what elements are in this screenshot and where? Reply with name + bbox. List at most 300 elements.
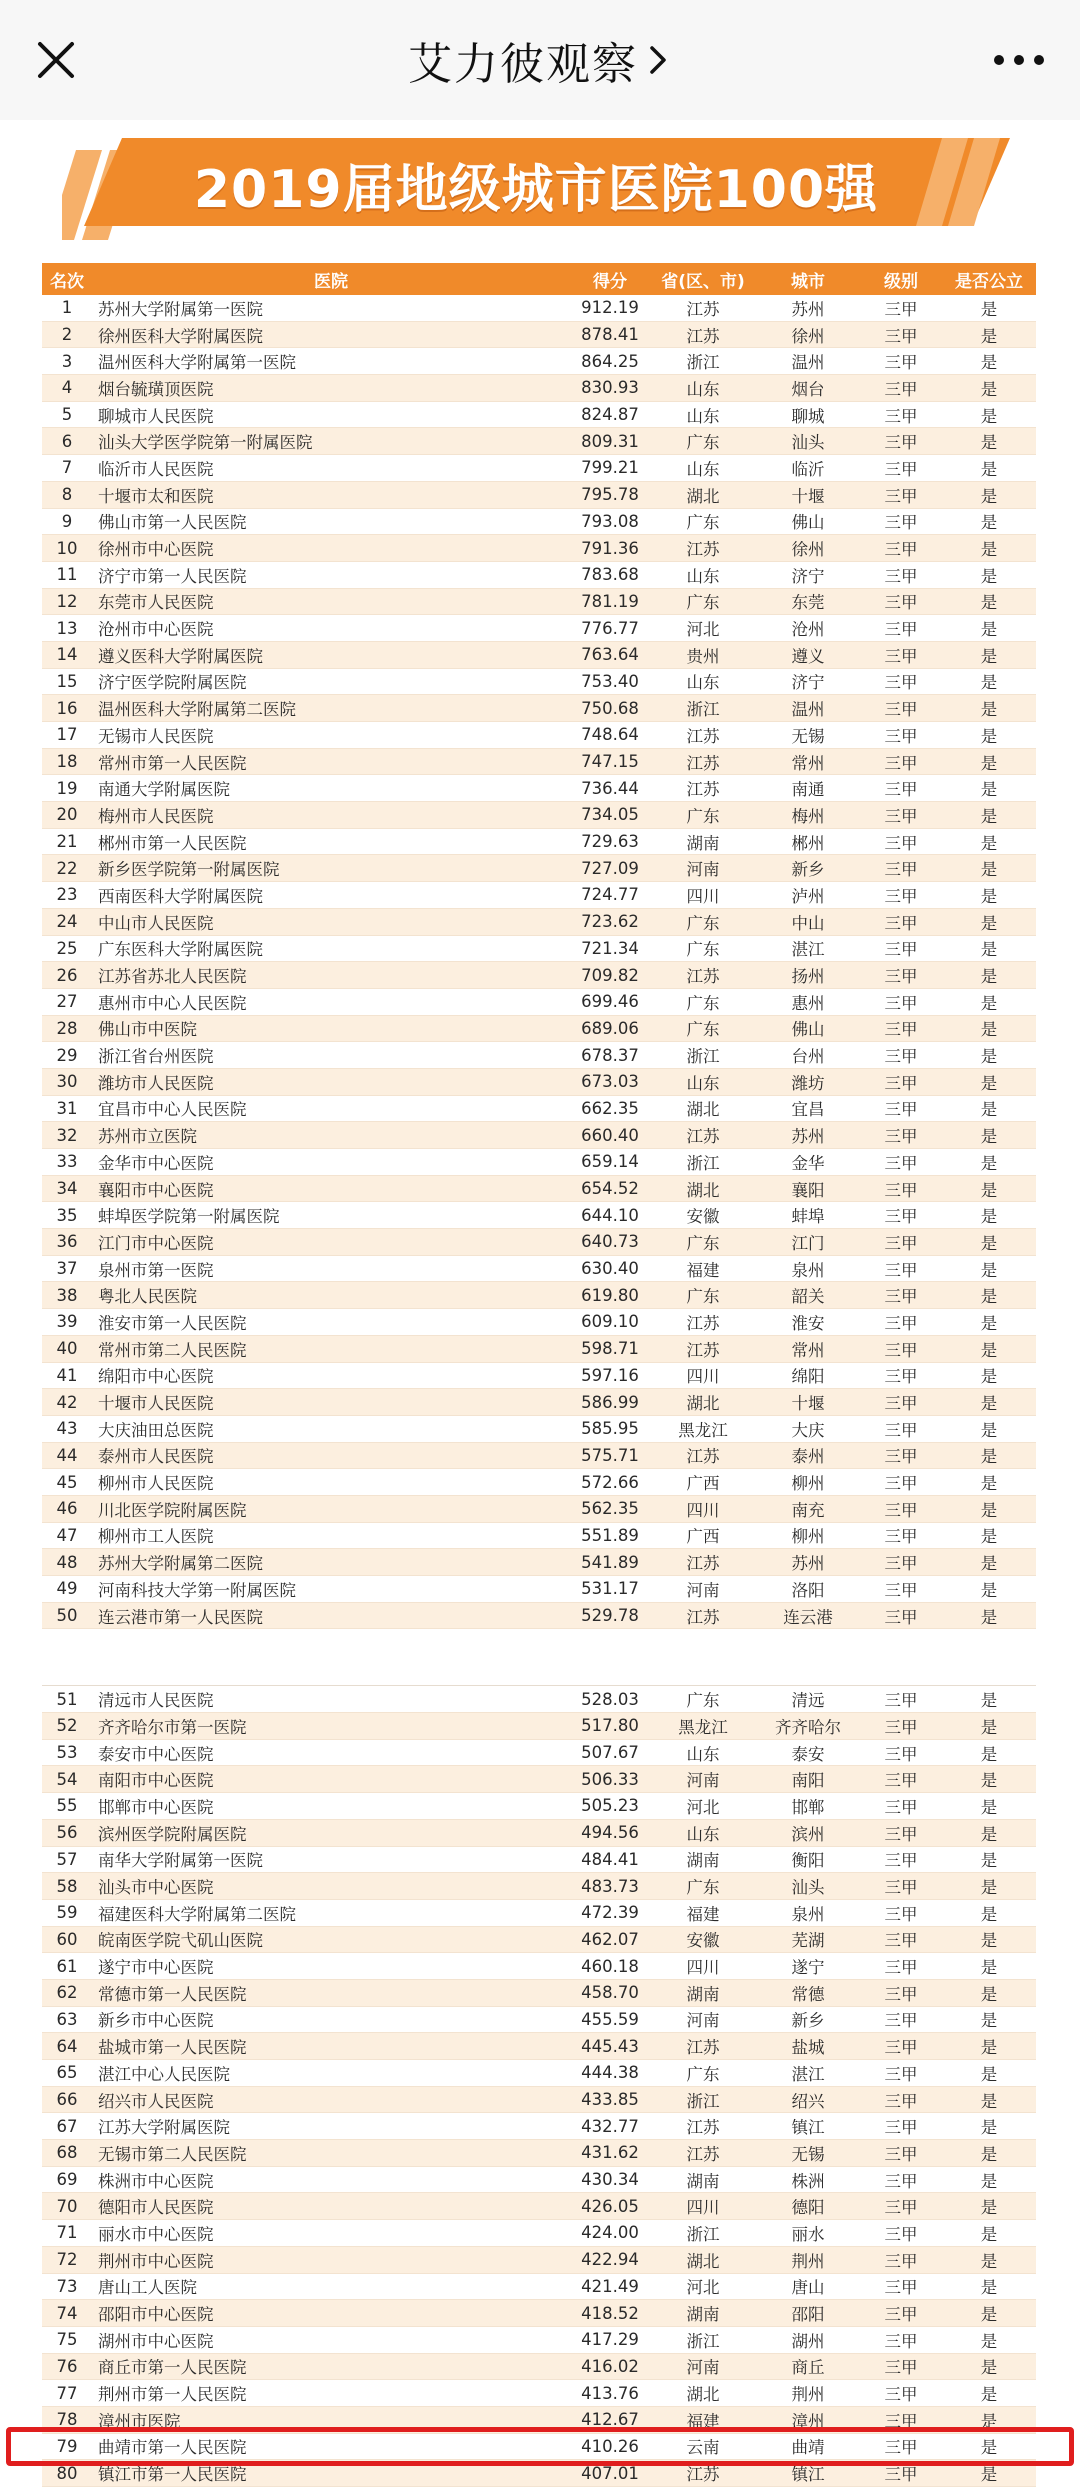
cell-level: 三甲 (860, 1713, 942, 1740)
cell-public: 是 (942, 2060, 1036, 2087)
table-row (42, 695, 1036, 722)
cell-public: 是 (942, 2380, 1036, 2407)
cell-hospital: 镇江市第一人民医院 (92, 2460, 570, 2487)
cell-level: 三甲 (860, 1522, 942, 1549)
cell-public: 是 (942, 908, 1036, 935)
cell-score: 531.17 (570, 1576, 650, 1603)
cell-rank: 30 (42, 1068, 92, 1095)
ranking-table (42, 263, 1036, 2487)
cell-hospital: 佛山市第一人民医院 (92, 508, 570, 535)
cell-hospital: 汕头市中心医院 (92, 1873, 570, 1900)
cell-city: 台州 (756, 1042, 860, 1069)
cell-level: 三甲 (860, 1979, 942, 2006)
cell-level: 三甲 (860, 1122, 942, 1149)
cell-public: 是 (942, 1926, 1036, 1953)
cell-hospital: 大庆油田总医院 (92, 1415, 570, 1442)
cell-province: 湖南 (650, 1979, 756, 2006)
table-row (42, 2433, 1036, 2460)
page-title: 艾力彼观察 (408, 39, 638, 90)
cell-level: 三甲 (860, 2220, 942, 2247)
cell-public: 是 (942, 935, 1036, 962)
table-row (42, 1122, 1036, 1149)
cell-hospital: 柳州市人民医院 (92, 1469, 570, 1496)
cell-level: 三甲 (860, 2273, 942, 2300)
cell-province: 浙江 (650, 348, 756, 375)
account-title-link[interactable] (408, 28, 672, 92)
cell-public: 是 (942, 1686, 1036, 1713)
table-row (42, 1255, 1036, 1282)
banner-title: 2019届地级城市医院100强 (193, 159, 879, 220)
cell-province: 江苏 (650, 321, 756, 348)
cell-hospital: 新乡医学院第一附属医院 (92, 855, 570, 882)
cell-city: 湛江 (756, 935, 860, 962)
cell-level: 三甲 (860, 1899, 942, 1926)
cell-province: 安徽 (650, 1202, 756, 1229)
cell-public: 是 (942, 561, 1036, 588)
cell-province: 江苏 (650, 775, 756, 802)
cell-hospital: 惠州市中心人民医院 (92, 988, 570, 1015)
cell-public: 是 (942, 828, 1036, 855)
cell-hospital: 德阳市人民医院 (92, 2193, 570, 2220)
cell-public: 是 (942, 2166, 1036, 2193)
cell-province: 湖南 (650, 2166, 756, 2193)
cell-rank: 17 (42, 722, 92, 749)
cell-province: 四川 (650, 1362, 756, 1389)
cell-rank: 26 (42, 962, 92, 989)
table-row (42, 2033, 1036, 2060)
cell-level: 三甲 (860, 2380, 942, 2407)
cell-level: 三甲 (860, 908, 942, 935)
cell-rank: 78 (42, 2406, 92, 2433)
cell-province: 江苏 (650, 2460, 756, 2487)
cell-rank: 24 (42, 908, 92, 935)
cell-score: 678.37 (570, 1042, 650, 1069)
cell-city: 柳州 (756, 1469, 860, 1496)
cell-hospital: 十堰市人民医院 (92, 1389, 570, 1416)
cell-province: 浙江 (650, 1149, 756, 1176)
cell-city: 潍坊 (756, 1068, 860, 1095)
table-row (42, 561, 1036, 588)
cell-public: 是 (942, 1602, 1036, 1629)
header-level: 级别 (860, 263, 942, 295)
cell-city: 佛山 (756, 1015, 860, 1042)
cell-public: 是 (942, 455, 1036, 482)
cell-public: 是 (942, 748, 1036, 775)
table-row (42, 1926, 1036, 1953)
cell-rank: 63 (42, 2006, 92, 2033)
cell-score: 864.25 (570, 348, 650, 375)
chevron-right-icon (646, 40, 672, 80)
cell-level: 三甲 (860, 1175, 942, 1202)
cell-city: 烟台 (756, 375, 860, 402)
cell-rank: 33 (42, 1149, 92, 1176)
cell-hospital: 漳州市医院 (92, 2406, 570, 2433)
cell-public: 是 (942, 988, 1036, 1015)
cell-level: 三甲 (860, 535, 942, 562)
cell-level: 三甲 (860, 1793, 942, 1820)
cell-score: 734.05 (570, 802, 650, 829)
cell-rank: 75 (42, 2326, 92, 2353)
cell-city: 南阳 (756, 1766, 860, 1793)
cell-city: 苏州 (756, 1122, 860, 1149)
cell-public: 是 (942, 2006, 1036, 2033)
cell-province: 安徽 (650, 1926, 756, 1953)
cell-rank: 47 (42, 1522, 92, 1549)
cell-score: 644.10 (570, 1202, 650, 1229)
cell-level: 三甲 (860, 2166, 942, 2193)
cell-score: 763.64 (570, 641, 650, 668)
cell-city: 曲靖 (756, 2433, 860, 2460)
table-body-part2 (42, 1686, 1036, 2487)
cell-rank: 25 (42, 935, 92, 962)
cell-rank: 5 (42, 401, 92, 428)
table-row (42, 962, 1036, 989)
cell-province: 福建 (650, 1255, 756, 1282)
cell-city: 新乡 (756, 2006, 860, 2033)
cell-rank: 16 (42, 695, 92, 722)
cell-province: 江苏 (650, 962, 756, 989)
cell-rank: 52 (42, 1713, 92, 1740)
cell-rank: 76 (42, 2353, 92, 2380)
cell-province: 广东 (650, 988, 756, 1015)
cell-public: 是 (942, 1739, 1036, 1766)
cell-city: 汕头 (756, 428, 860, 455)
cell-rank: 34 (42, 1175, 92, 1202)
cell-city: 齐齐哈尔 (756, 1713, 860, 1740)
cell-province: 广东 (650, 1015, 756, 1042)
cell-rank: 21 (42, 828, 92, 855)
cell-score: 422.94 (570, 2246, 650, 2273)
cell-score: 417.29 (570, 2326, 650, 2353)
cell-province: 湖北 (650, 1095, 756, 1122)
cell-hospital: 新乡市中心医院 (92, 2006, 570, 2033)
cell-city: 大庆 (756, 1415, 860, 1442)
cell-province: 江苏 (650, 1122, 756, 1149)
cell-score: 585.95 (570, 1415, 650, 1442)
cell-hospital: 邵阳市中心医院 (92, 2300, 570, 2327)
cell-score: 421.49 (570, 2273, 650, 2300)
cell-hospital: 荆州市第一人民医院 (92, 2380, 570, 2407)
cell-level: 三甲 (860, 1202, 942, 1229)
cell-rank: 53 (42, 1739, 92, 1766)
cell-public: 是 (942, 2193, 1036, 2220)
cell-rank: 64 (42, 2033, 92, 2060)
cell-province: 江苏 (650, 1309, 756, 1336)
table-row (42, 535, 1036, 562)
cell-public: 是 (942, 508, 1036, 535)
cell-hospital: 无锡市第二人民医院 (92, 2140, 570, 2167)
cell-score: 709.82 (570, 962, 650, 989)
cell-province: 江苏 (650, 1442, 756, 1469)
cell-province: 浙江 (650, 695, 756, 722)
cell-score: 723.62 (570, 908, 650, 935)
cell-rank: 27 (42, 988, 92, 1015)
cell-city: 南通 (756, 775, 860, 802)
cell-score: 431.62 (570, 2140, 650, 2167)
cell-score: 654.52 (570, 1175, 650, 1202)
cell-rank: 61 (42, 1953, 92, 1980)
cell-province: 江苏 (650, 2113, 756, 2140)
cell-hospital: 无锡市人民医院 (92, 722, 570, 749)
cell-level: 三甲 (860, 2033, 942, 2060)
cell-hospital: 梅州市人民医院 (92, 802, 570, 829)
cell-public: 是 (942, 2300, 1036, 2327)
cell-province: 浙江 (650, 2326, 756, 2353)
table-row (42, 615, 1036, 642)
cell-hospital: 遂宁市中心医院 (92, 1953, 570, 1980)
cell-level: 三甲 (860, 295, 942, 321)
cell-rank: 9 (42, 508, 92, 535)
cell-public: 是 (942, 1793, 1036, 1820)
cell-score: 483.73 (570, 1873, 650, 1900)
cell-hospital: 济宁医学院附属医院 (92, 668, 570, 695)
cell-level: 三甲 (860, 375, 942, 402)
table-row (42, 2140, 1036, 2167)
cell-city: 惠州 (756, 988, 860, 1015)
cell-city: 株洲 (756, 2166, 860, 2193)
cell-score: 494.56 (570, 1819, 650, 1846)
cell-level: 三甲 (860, 1389, 942, 1416)
cell-level: 三甲 (860, 935, 942, 962)
cell-hospital: 唐山工人医院 (92, 2273, 570, 2300)
cell-score: 455.59 (570, 2006, 650, 2033)
cell-public: 是 (942, 615, 1036, 642)
cell-province: 江苏 (650, 722, 756, 749)
cell-hospital: 江苏省苏北人民医院 (92, 962, 570, 989)
cell-level: 三甲 (860, 962, 942, 989)
cell-hospital: 丽水市中心医院 (92, 2220, 570, 2247)
cell-score: 597.16 (570, 1362, 650, 1389)
table-row (42, 2220, 1036, 2247)
cell-province: 广东 (650, 508, 756, 535)
cell-level: 三甲 (860, 695, 942, 722)
cell-province: 山东 (650, 1068, 756, 1095)
cell-public: 是 (942, 2086, 1036, 2113)
cell-city: 蚌埠 (756, 1202, 860, 1229)
cell-rank: 32 (42, 1122, 92, 1149)
cell-level: 三甲 (860, 2113, 942, 2140)
cell-level: 三甲 (860, 775, 942, 802)
cell-province: 江苏 (650, 2033, 756, 2060)
cell-rank: 40 (42, 1335, 92, 1362)
cell-province: 河南 (650, 2353, 756, 2380)
cell-rank: 18 (42, 748, 92, 775)
cell-rank: 66 (42, 2086, 92, 2113)
cell-level: 三甲 (860, 1469, 942, 1496)
cell-rank: 6 (42, 428, 92, 455)
cell-province: 广东 (650, 1229, 756, 1256)
cell-level: 三甲 (860, 1362, 942, 1389)
cell-province: 广西 (650, 1469, 756, 1496)
cell-hospital: 聊城市人民医院 (92, 401, 570, 428)
cell-province: 山东 (650, 375, 756, 402)
cell-province: 广东 (650, 1686, 756, 1713)
cell-public: 是 (942, 1415, 1036, 1442)
cell-level: 三甲 (860, 1282, 942, 1309)
cell-province: 山东 (650, 1739, 756, 1766)
table-row (42, 1282, 1036, 1309)
cell-hospital: 苏州大学附属第一医院 (92, 295, 570, 321)
cell-public: 是 (942, 1389, 1036, 1416)
cell-province: 浙江 (650, 2086, 756, 2113)
cell-province: 浙江 (650, 2220, 756, 2247)
table-row (42, 2006, 1036, 2033)
cell-hospital: 中山市人民医院 (92, 908, 570, 935)
cell-level: 三甲 (860, 1255, 942, 1282)
cell-public: 是 (942, 1819, 1036, 1846)
cell-score: 747.15 (570, 748, 650, 775)
cell-public: 是 (942, 1282, 1036, 1309)
cell-rank: 36 (42, 1229, 92, 1256)
table-row (42, 321, 1036, 348)
cell-hospital: 烟台毓璜顶医院 (92, 375, 570, 402)
cell-province: 河南 (650, 2006, 756, 2033)
cell-hospital: 湖州市中心医院 (92, 2326, 570, 2353)
table-row (42, 2166, 1036, 2193)
cell-level: 三甲 (860, 1015, 942, 1042)
table-row (42, 2113, 1036, 2140)
table-row (42, 1899, 1036, 1926)
cell-city: 佛山 (756, 508, 860, 535)
cell-city: 绍兴 (756, 2086, 860, 2113)
cell-score: 416.02 (570, 2353, 650, 2380)
cell-hospital: 临沂市人民医院 (92, 455, 570, 482)
cell-city: 丽水 (756, 2220, 860, 2247)
table-row (42, 1766, 1036, 1793)
table-row (42, 1042, 1036, 1069)
cell-hospital: 苏州市立医院 (92, 1122, 570, 1149)
cell-public: 是 (942, 295, 1036, 321)
header-rank: 名次 (42, 263, 92, 295)
cell-rank: 2 (42, 321, 92, 348)
cell-rank: 3 (42, 348, 92, 375)
cell-score: 878.41 (570, 321, 650, 348)
table-row (42, 1602, 1036, 1629)
cell-level: 三甲 (860, 1766, 942, 1793)
cell-level: 三甲 (860, 2193, 942, 2220)
table-row (42, 2406, 1036, 2433)
cell-hospital: 徐州市中心医院 (92, 535, 570, 562)
cell-city: 温州 (756, 348, 860, 375)
cell-level: 三甲 (860, 2086, 942, 2113)
cell-hospital: 江苏大学附属医院 (92, 2113, 570, 2140)
cell-city: 十堰 (756, 1389, 860, 1416)
table-row (42, 775, 1036, 802)
table-row (42, 1713, 1036, 1740)
cell-city: 遵义 (756, 641, 860, 668)
cell-level: 三甲 (860, 2140, 942, 2167)
table-row (42, 1202, 1036, 1229)
cell-level: 三甲 (860, 2460, 942, 2487)
cell-public: 是 (942, 2353, 1036, 2380)
cell-hospital: 株洲市中心医院 (92, 2166, 570, 2193)
cell-score: 529.78 (570, 1602, 650, 1629)
cell-hospital: 江门市中心医院 (92, 1229, 570, 1256)
cell-public: 是 (942, 2113, 1036, 2140)
cell-province: 四川 (650, 882, 756, 909)
cell-hospital: 连云港市第一人民医院 (92, 1602, 570, 1629)
cell-rank: 39 (42, 1309, 92, 1336)
cell-score: 750.68 (570, 695, 650, 722)
cell-hospital: 盐城市第一人民医院 (92, 2033, 570, 2060)
table-row (42, 748, 1036, 775)
cell-province: 湖南 (650, 828, 756, 855)
cell-score: 727.09 (570, 855, 650, 882)
more-button[interactable] (984, 30, 1054, 90)
cell-hospital: 宜昌市中心人民医院 (92, 1095, 570, 1122)
table-row (42, 1873, 1036, 1900)
table-row (42, 1229, 1036, 1256)
cell-province: 山东 (650, 1819, 756, 1846)
cell-level: 三甲 (860, 722, 942, 749)
cell-public: 是 (942, 775, 1036, 802)
table-row (42, 1739, 1036, 1766)
cell-hospital: 邯郸市中心医院 (92, 1793, 570, 1820)
cell-public: 是 (942, 1015, 1036, 1042)
cell-level: 三甲 (860, 802, 942, 829)
cell-city: 常州 (756, 1335, 860, 1362)
table-row (42, 1068, 1036, 1095)
cell-score: 721.34 (570, 935, 650, 962)
cell-rank: 74 (42, 2300, 92, 2327)
cell-public: 是 (942, 2433, 1036, 2460)
cell-level: 三甲 (860, 1686, 942, 1713)
cell-level: 三甲 (860, 1042, 942, 1069)
cell-score: 472.39 (570, 1899, 650, 1926)
cell-score: 640.73 (570, 1229, 650, 1256)
cell-rank: 54 (42, 1766, 92, 1793)
cell-public: 是 (942, 1576, 1036, 1603)
cell-level: 三甲 (860, 481, 942, 508)
cell-score: 432.77 (570, 2113, 650, 2140)
cell-city: 济宁 (756, 668, 860, 695)
cell-score: 541.89 (570, 1549, 650, 1576)
cell-province: 广东 (650, 588, 756, 615)
close-button[interactable] (26, 30, 86, 90)
table-row (42, 1415, 1036, 1442)
table-row (42, 1335, 1036, 1362)
cell-city: 沧州 (756, 615, 860, 642)
cell-hospital: 福建医科大学附属第二医院 (92, 1899, 570, 1926)
cell-score: 528.03 (570, 1686, 650, 1713)
cell-score: 689.06 (570, 1015, 650, 1042)
cell-score: 413.76 (570, 2380, 650, 2407)
cell-public: 是 (942, 1255, 1036, 1282)
cell-province: 湖北 (650, 1389, 756, 1416)
table-row (42, 375, 1036, 402)
table-row (42, 481, 1036, 508)
cell-city: 韶关 (756, 1282, 860, 1309)
cell-hospital: 清远市人民医院 (92, 1686, 570, 1713)
cell-rank: 51 (42, 1686, 92, 1713)
cell-public: 是 (942, 1175, 1036, 1202)
cell-rank: 59 (42, 1899, 92, 1926)
cell-level: 三甲 (860, 1229, 942, 1256)
table-row (42, 1175, 1036, 1202)
cell-level: 三甲 (860, 1442, 942, 1469)
cell-rank: 62 (42, 1979, 92, 2006)
cell-public: 是 (942, 802, 1036, 829)
cell-rank: 20 (42, 802, 92, 829)
cell-level: 三甲 (860, 1953, 942, 1980)
cell-province: 湖北 (650, 2246, 756, 2273)
cell-score: 753.40 (570, 668, 650, 695)
cell-hospital: 绍兴市人民医院 (92, 2086, 570, 2113)
cell-level: 三甲 (860, 828, 942, 855)
cell-hospital: 川北医学院附属医院 (92, 1495, 570, 1522)
cell-public: 是 (942, 1766, 1036, 1793)
cell-public: 是 (942, 1122, 1036, 1149)
